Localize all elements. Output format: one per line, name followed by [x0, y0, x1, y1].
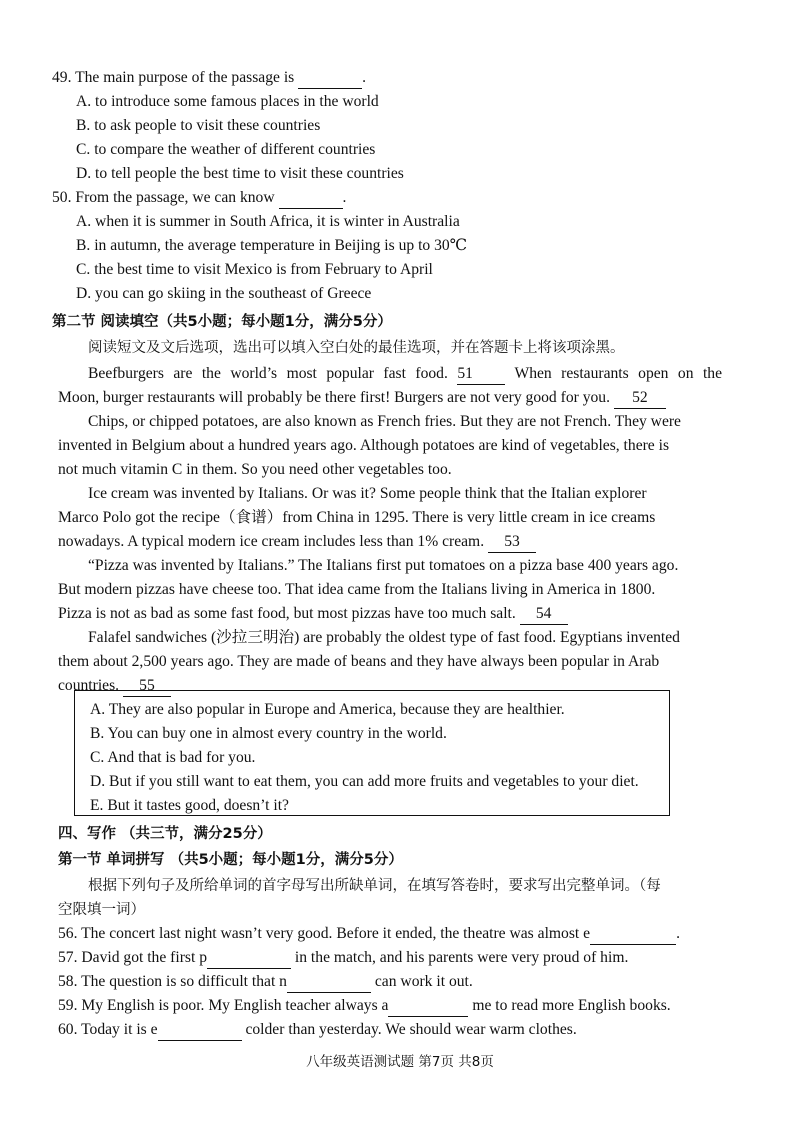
- question-60: [58, 1020, 577, 1041]
- question-text-end: .: [676, 925, 680, 942]
- part-4-instruction: 根据下列句子及所给单词的首字母写出所缺单词，在填写答卷时，要求写出完整单词。（每: [88, 878, 661, 894]
- option-50-c: C. the best time to visit Mexico is from February to April: [76, 261, 433, 278]
- question-58: [58, 972, 473, 993]
- option-50-a: A. when it is summer in South Africa, it is winter in Australia: [76, 213, 460, 230]
- passage-text: Pizza is not as bad as some fast food, but most pizzas have too much salt.: [58, 605, 516, 622]
- passage-text: nowadays. A typical modern ice cream includes less than 1% cream.: [58, 533, 485, 550]
- choice-c: C. And that is bad for you.: [90, 749, 256, 766]
- question-49-stem: [52, 68, 366, 89]
- blank-51[interactable]: 51: [457, 364, 505, 385]
- question-text: 58. The question is so difficult that n: [58, 973, 287, 990]
- passage-text: When restaurants open on the: [514, 365, 722, 382]
- option-49-b: B. to ask people to visit these countries: [76, 117, 321, 134]
- question-text: 60. Today it is e: [58, 1021, 158, 1038]
- passage-text: Beefburgers are the world’s most popular fast food.: [88, 365, 448, 382]
- part-4-heading: 四、写作 （共三节，满分25分）: [58, 826, 272, 842]
- question-57: [58, 948, 628, 969]
- passage-line: But modern pizzas have cheese too. That idea came from the Italians living in America in 1800.: [58, 581, 656, 598]
- question-56: [58, 924, 680, 945]
- question-text-end: colder than yesterday. We should wear warm clothes.: [245, 1021, 577, 1038]
- option-49-a: A. to introduce some famous places in the world: [76, 93, 379, 110]
- choice-e: E. But it tastes good, doesn’t it?: [90, 797, 289, 814]
- part-4-section-1-heading: 第一节 单词拼写 （共5小题；每小题1分，满分5分）: [58, 852, 403, 868]
- answer-blank[interactable]: [388, 996, 468, 1017]
- choice-a: A. They are also popular in Europe and America, because they are healthier.: [90, 701, 565, 718]
- blank-54[interactable]: 54: [520, 604, 568, 625]
- question-text: 56. The concert last night wasn’t very good. Before it ended, the theatre was almost e: [58, 925, 591, 942]
- part-4-instruction-cont: 空限填一词）: [58, 902, 145, 918]
- section-2-heading: 第二节 阅读填空（共5小题；每小题1分，满分5分）: [52, 314, 392, 330]
- passage-line: Falafel sandwiches (沙拉三明治) are probably the oldest type of fast food. Egyptians invented: [88, 629, 680, 646]
- question-text-end: .: [342, 189, 347, 206]
- blank-52[interactable]: 52: [614, 388, 666, 409]
- section-2-instruction: 阅读短文及文后选项，选出可以填入空白处的最佳选项，并在答题卡上将该项涂黑。: [88, 340, 625, 356]
- passage-line: Chips, or chipped potatoes, are also known as French fries. But they are not French. They were: [88, 413, 681, 430]
- question-text: 49. The main purpose of the passage is: [52, 69, 295, 86]
- passage-line: [88, 364, 722, 385]
- answer-blank[interactable]: [287, 972, 371, 993]
- question-text-end: .: [362, 69, 367, 86]
- answer-blank[interactable]: [298, 68, 362, 89]
- answer-blank[interactable]: [207, 948, 291, 969]
- passage-line: [58, 604, 568, 625]
- option-50-d: D. you can go skiing in the southeast of Greece: [76, 285, 372, 302]
- choice-d: D. But if you still want to eat them, you can add more fruits and vegetables to your diet.: [90, 773, 639, 790]
- passage-text: countries.: [58, 677, 120, 694]
- page-footer: 八年级英语测试题 第7页 共8页: [306, 1054, 494, 1070]
- choice-b: B. You can buy one in almost every country in the world.: [90, 725, 447, 742]
- passage-line: [58, 388, 666, 409]
- blank-53[interactable]: 53: [488, 532, 536, 553]
- blank-55[interactable]: 55: [123, 676, 171, 697]
- passage-text: Moon, burger restaurants will probably be there first! Burgers are not very good for you.: [58, 389, 610, 406]
- question-text-end: in the match, and his parents were very proud of him.: [294, 949, 629, 966]
- question-text-end: me to read more English books.: [472, 997, 671, 1014]
- answer-blank[interactable]: [590, 924, 676, 945]
- passage-line: “Pizza was invented by Italians.” The Italians first put tomatoes on a pizza base 400 years ago.: [88, 557, 679, 574]
- question-text: 50. From the passage, we can know: [52, 189, 275, 206]
- question-50-stem: [52, 188, 346, 209]
- option-50-b: B. in autumn, the average temperature in Beijing is up to 30℃: [76, 237, 468, 254]
- option-49-d: D. to tell people the best time to visit these countries: [76, 165, 404, 182]
- question-text: 59. My English is poor. My English teacher always a: [58, 997, 389, 1014]
- option-49-c: C. to compare the weather of different countries: [76, 141, 376, 158]
- answer-blank[interactable]: [279, 188, 343, 209]
- passage-line: not much vitamin C in them. So you need other vegetables too.: [58, 461, 452, 478]
- answer-blank[interactable]: [158, 1020, 242, 1041]
- question-text-end: can work it out.: [374, 973, 473, 990]
- passage-line: invented in Belgium about a hundred years ago. Although potatoes are kind of vegetables, there is: [58, 437, 670, 454]
- passage-line: Ice cream was invented by Italians. Or was it? Some people think that the Italian explorer: [88, 485, 647, 502]
- passage-line: them about 2,500 years ago. They are made of beans and they have always been popular in Arab: [58, 653, 660, 670]
- question-text: 57. David got the first p: [58, 949, 207, 966]
- question-59: [58, 996, 671, 1017]
- passage-line: Marco Polo got the recipe（食谱）from China in 1295. There is very little cream in ice creams: [58, 509, 656, 526]
- passage-line: [58, 532, 536, 553]
